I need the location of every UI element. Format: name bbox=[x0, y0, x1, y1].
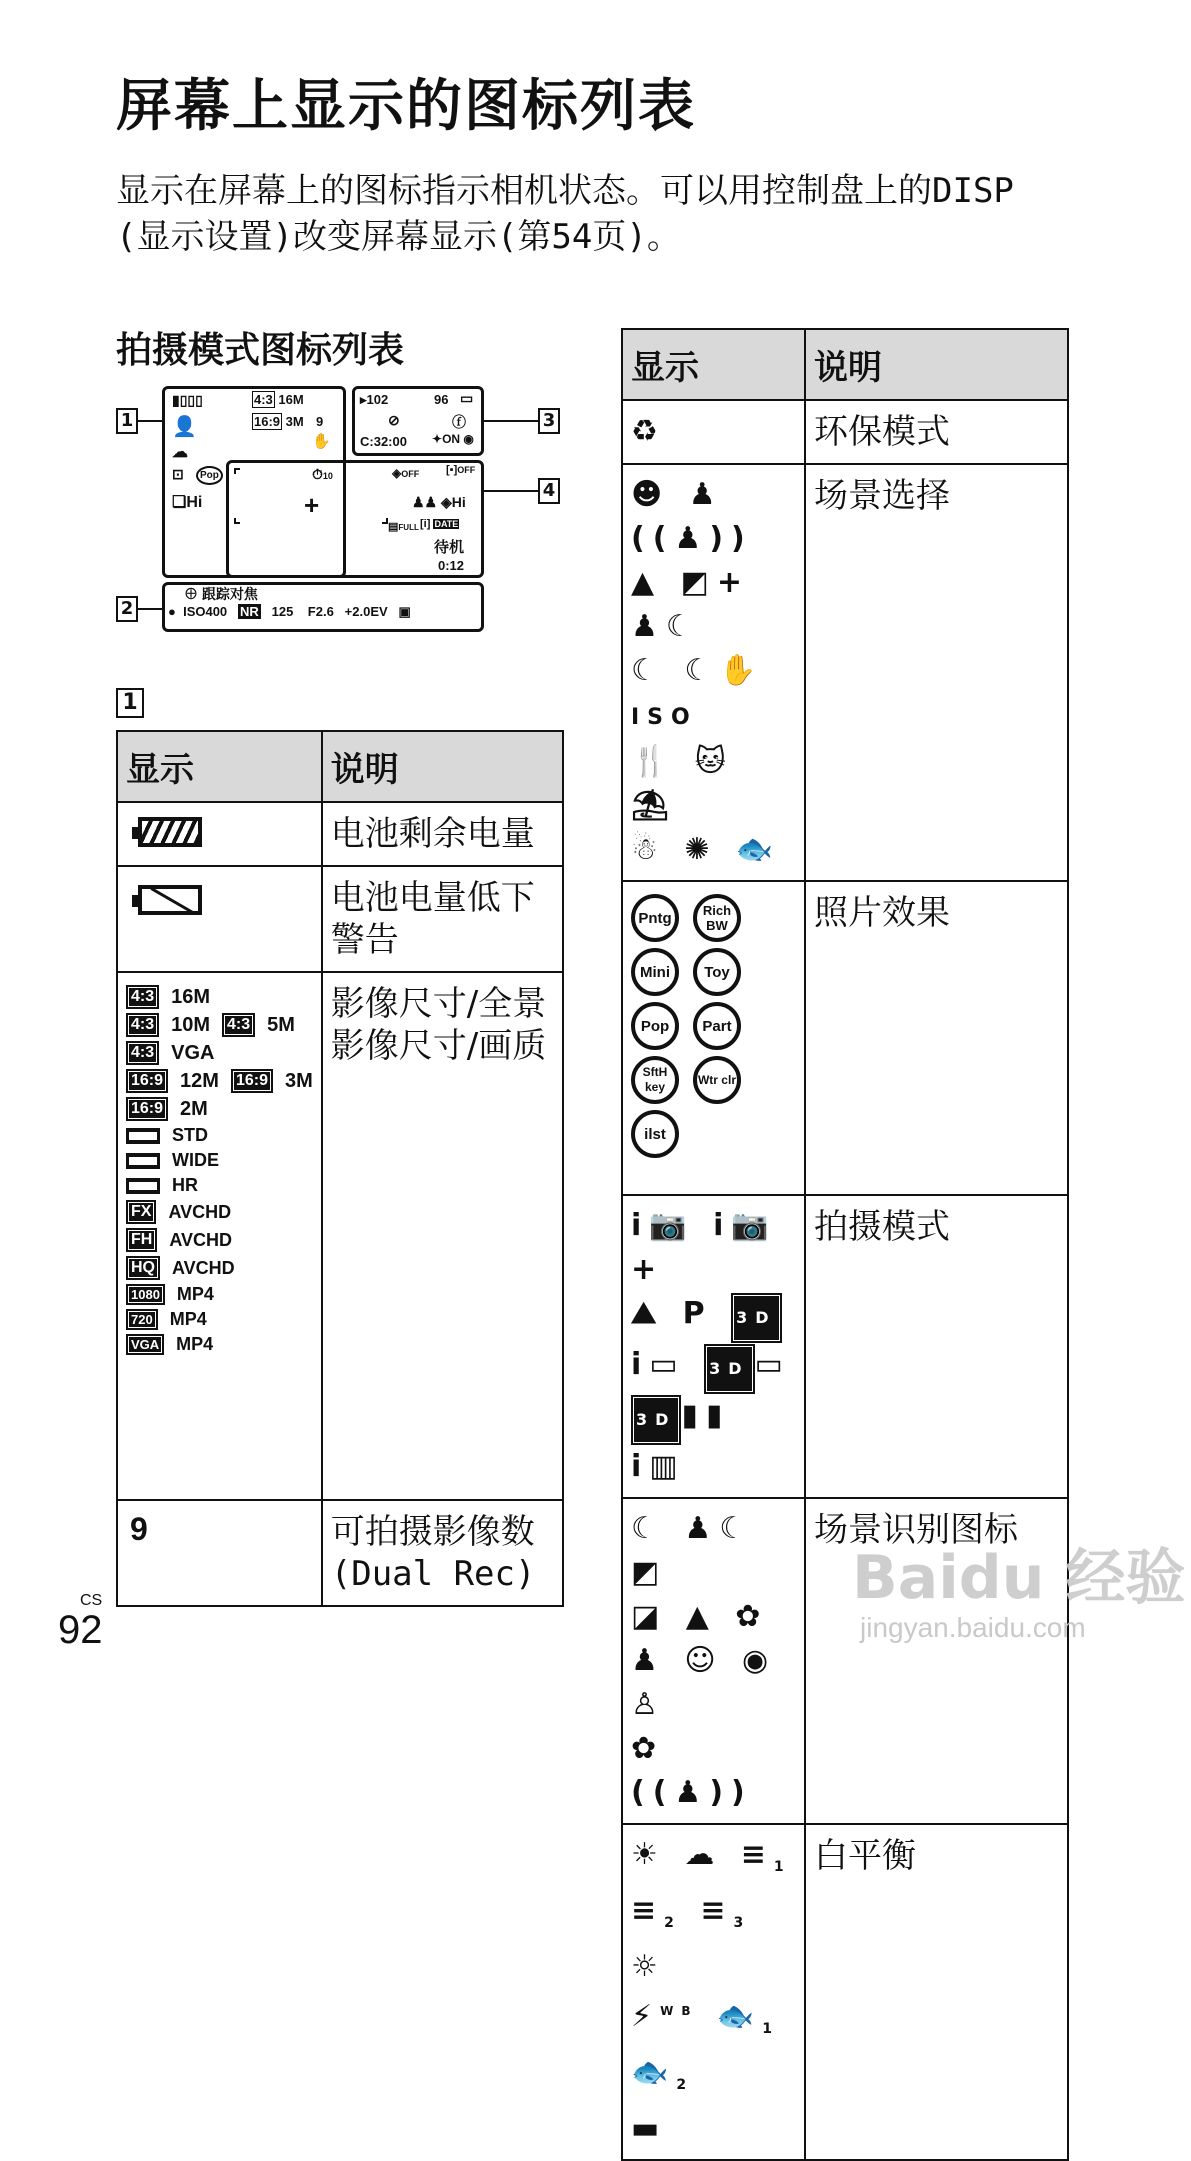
screen-diagram bbox=[116, 386, 566, 652]
effect-richbw-icon: Rich BW bbox=[693, 894, 741, 942]
wb-flash-underwater-icon: ⚡$^{WB}$ $🐟_1$ $🐟_2$ bbox=[631, 1999, 781, 2093]
effect-mini-icon: Mini bbox=[631, 948, 679, 996]
t2-desc-recognition: 场景识别图标 bbox=[805, 1498, 1068, 1824]
table1-label: 1 bbox=[116, 688, 144, 718]
t1-desc-battery: 电池剩余电量 bbox=[322, 802, 563, 866]
t2-header-desc: 说明 bbox=[805, 329, 1068, 400]
callout-1: 1 bbox=[116, 408, 138, 434]
t2-desc-mode: 拍摄模式 bbox=[805, 1195, 1068, 1498]
tracking-focus: ⊕ 跟踪对焦 bbox=[184, 586, 258, 602]
cloud-icon: ☁ bbox=[172, 444, 188, 461]
night-icon: ☾ ☾✋ ISO bbox=[631, 653, 765, 730]
t2-desc-scene: 场景选择 bbox=[805, 464, 1068, 881]
battery-icon bbox=[138, 817, 202, 847]
motion-recognition-icon: ✿ ((♟)) bbox=[631, 1731, 753, 1810]
callout-4: 4 bbox=[538, 478, 560, 504]
ratio-169-tag: 16:9 3M bbox=[254, 414, 304, 429]
snow-fireworks-fish-icons: ☃ ✺ 🐟 bbox=[631, 832, 782, 867]
t1-desc-battery-low: 电池电量低下警告 bbox=[322, 866, 563, 972]
effect-pop-icon: Pop bbox=[631, 1002, 679, 1050]
image-size-icons: 4:3 16M 4:3 10M 4:3 5M 4:3 VGA 16:9 12M 16:9 3M 16:9 2M STD WIDE HR FX AVCHD FH AVCHD HQ AVCHD 1080 MP4 720 MP4 VGA MP4 bbox=[117, 972, 322, 1500]
watermark-logo: Baidu 经验 bbox=[852, 1543, 1186, 1613]
burst-icon: ❏Hi bbox=[172, 494, 203, 511]
landscape-recognition-icon: ◪ ▲ ✿ bbox=[631, 1599, 769, 1634]
flash-off-icon: ⓕ bbox=[452, 414, 466, 430]
pop-effect-icon: Pop bbox=[196, 466, 223, 485]
t1-desc-count: 可拍摄影像数(Dual Rec) bbox=[322, 1500, 563, 1606]
watermark-url: jingyan.baidu.com bbox=[860, 1612, 1086, 1643]
program-3d-icons: ⛰ P 3D bbox=[631, 1292, 796, 1343]
remaining-count: 96 bbox=[434, 392, 449, 407]
face-off-icon: [▪]OFF bbox=[446, 464, 476, 476]
scene-recognition-icons bbox=[622, 1498, 805, 1824]
intelligent-auto-icon: i📷 i📷+ bbox=[631, 1208, 777, 1287]
t2-desc-effect: 照片效果 bbox=[805, 881, 1068, 1195]
picture-effect-icons bbox=[622, 881, 805, 1195]
effect-illustration-icon: ilst bbox=[631, 1110, 679, 1158]
scene-icons: ♟♟ ◈Hi bbox=[412, 494, 466, 510]
people-recognition-icon: ♟ ☺ ◉ bbox=[631, 1643, 777, 1678]
battery-icon: ▮▯▯▯ bbox=[172, 392, 203, 408]
standby-text: 待机 bbox=[434, 539, 465, 556]
portrait-icon: ☻ ♟ ((♟)) bbox=[631, 477, 753, 556]
t1-header-desc: 说明 bbox=[322, 731, 563, 802]
memory-card-icon: ▭ bbox=[460, 390, 474, 406]
callout-3: 3 bbox=[538, 408, 560, 434]
shot-count: 9 bbox=[316, 414, 324, 429]
section-title: 拍摄模式图标列表 bbox=[116, 330, 405, 371]
effect-pntg-icon: Pntg bbox=[631, 894, 679, 942]
wb-custom-icon: ▬ bbox=[631, 2111, 668, 2146]
eco-mode-icon: ♻ bbox=[631, 414, 666, 449]
date-icon: [i] DATE bbox=[420, 518, 459, 530]
t1-header-display: 显示 bbox=[117, 731, 322, 802]
eye-af-icon: ✦ON ◉ bbox=[432, 432, 474, 446]
ratio-43-tag: 4:3 16M bbox=[254, 392, 304, 407]
rec-time-text: 0:12 bbox=[438, 558, 465, 573]
table-area-1 bbox=[116, 730, 564, 1607]
intro-paragraph: 显示在屏幕上的图标指示相机状态。可以用控制盘上的DISP (显示设置)改变屏幕显示(第54页)。 bbox=[116, 171, 1014, 257]
shooting-mode-icons bbox=[622, 1195, 805, 1498]
page-number: 92 bbox=[58, 1608, 103, 1652]
person-icon: 👤 bbox=[172, 416, 197, 438]
no-record-icon: ⊘ bbox=[388, 412, 400, 428]
folder-icon: ▸102 bbox=[360, 392, 389, 407]
smile-off-icon: ◈OFF bbox=[392, 466, 420, 480]
db-full-icon: ▤FULL bbox=[388, 521, 419, 533]
scene-select-icons bbox=[622, 464, 805, 881]
af-cross-icon: + bbox=[304, 490, 320, 520]
callout-2: 2 bbox=[116, 596, 138, 622]
page-lang-code: CS bbox=[80, 1592, 103, 1609]
count-value: 9 bbox=[130, 1511, 148, 1547]
effect-part-icon: Part bbox=[693, 1002, 741, 1050]
t2-header-display: 显示 bbox=[622, 329, 805, 400]
t2-desc-wb: 白平衡 bbox=[805, 1824, 1068, 2160]
3d-burst-icons: 3D ▮▮ i▥ bbox=[631, 1394, 796, 1489]
metering-icon: ⊡ bbox=[172, 466, 184, 482]
t2-desc-eco: 环保模式 bbox=[805, 400, 1068, 464]
food-pet-beach-icons: 🍴 🐱 ⛱ bbox=[631, 744, 735, 823]
wb-fluorescent-icon: $\equiv_2 \equiv_3$ ☼ bbox=[631, 1893, 752, 1984]
effect-toy-icon: Toy bbox=[693, 948, 741, 996]
table-area-2 bbox=[621, 328, 1069, 2161]
sweep-panorama-icons: i▭ 3D ▭ bbox=[631, 1343, 796, 1394]
effect-watercolor-icon: Wtr clr bbox=[693, 1056, 741, 1104]
night-recognition-icon: ☾ ♟☾ ◩ bbox=[631, 1511, 755, 1590]
record-time: C:32:00 bbox=[360, 434, 407, 449]
tripod-recognition-icon: ♙ bbox=[631, 1687, 666, 1722]
effect-softhighkey-icon: SftH key bbox=[631, 1056, 679, 1104]
white-balance-icons bbox=[622, 1824, 805, 2160]
bottom-bar: ● ISO400 NR 125 F2.6 +2.0EV ▣ bbox=[168, 604, 411, 619]
landscape-icon: ▲ ◩+ ♟☾ bbox=[631, 565, 750, 644]
steadyshot-icon: ✋ bbox=[312, 433, 331, 450]
battery-low-icon bbox=[138, 885, 202, 915]
self-timer-icon: ⏱10 bbox=[312, 466, 333, 482]
page-title: 屏幕上显示的图标列表 bbox=[116, 74, 696, 139]
wb-daylight-icon: ☀ ☁ $\equiv_1$ bbox=[631, 1837, 792, 1875]
t1-desc-image-size: 影像尺寸/全景影像尺寸/画质 bbox=[322, 972, 563, 1500]
